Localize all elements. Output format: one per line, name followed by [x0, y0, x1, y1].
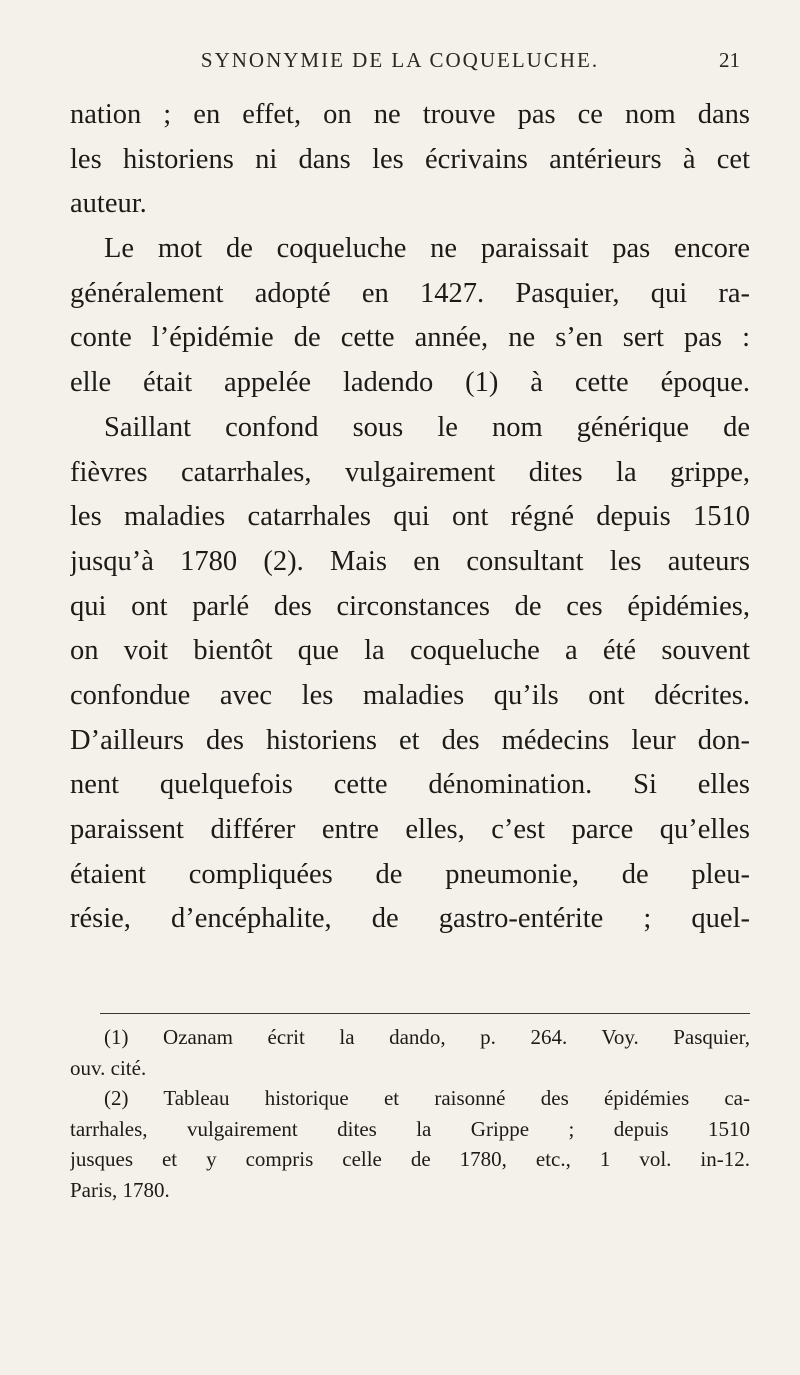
text-line: Saillant confond sous le nom générique de — [104, 411, 750, 443]
text-line: résie, d’encéphalite, de gastro-entérite ; quel- — [70, 903, 750, 935]
text-line: conte l’épidémie de cette année, ne s’en sert pas : — [70, 322, 750, 354]
text-line: paraissent différer entre elles, c’est parce qu’elles — [70, 814, 750, 845]
footnotes — [70, 1022, 750, 1205]
text-line: fièvres catarrhales, vulgairement dites la grippe, — [70, 456, 750, 488]
text-line: généralement adopté en 1427. Pasquier, qui ra- — [70, 277, 750, 309]
text-line: elle était appelée ladendo (1) à cette époque. — [70, 367, 750, 399]
text-line: confondue avec les maladies qu’ils ont décrites. — [70, 679, 750, 711]
text-line: jusqu’à 1780 (2). Mais en consultant les auteurs — [70, 545, 750, 577]
footnote-line: tarrhales, vulgairement dites la Grippe ; depuis 1510 — [70, 1116, 750, 1141]
text-line: on voit bientôt que la coqueluche a été souvent — [70, 635, 750, 667]
running-title: SYNONYMIE DE LA COQUELUCHE. — [200, 48, 600, 72]
footnote-line: (2) Tableau historique et raisonné des épidémies ca- — [104, 1086, 750, 1110]
text-line: qui ont parlé des circonstances de ces épidémies, — [70, 590, 750, 622]
footnote-line: jusques et y compris celle de 1780, etc., 1 vol. in-12. — [70, 1147, 750, 1171]
footnote-line: (1) Ozanam écrit la dando, p. 264. Voy. Pasquier, — [104, 1025, 750, 1049]
text-line: les maladies catarrhales qui ont régné depuis 1510 — [70, 501, 750, 533]
footnote-line: ouv. cité. — [70, 1055, 147, 1080]
footnote-line: Paris, 1780. — [70, 1177, 170, 1202]
footnote-divider — [100, 1013, 750, 1014]
text-line: étaient compliquées de pneumonie, de pleu- — [70, 858, 750, 890]
text-line: Le mot de coqueluche ne paraissait pas encore — [104, 233, 750, 265]
body-text — [70, 93, 750, 942]
page-number: 21 — [719, 48, 740, 72]
text-line: nation ; en effet, on ne trouve pas ce nom dans — [70, 99, 750, 130]
text-line: D’ailleurs des historiens et des médecins leur don- — [70, 724, 750, 756]
text-line: auteur. — [70, 188, 147, 220]
text-line: nent quelquefois cette dénomination. Si elles — [70, 769, 750, 801]
text-line: les historiens ni dans les écrivains antérieurs à cet — [70, 143, 750, 175]
